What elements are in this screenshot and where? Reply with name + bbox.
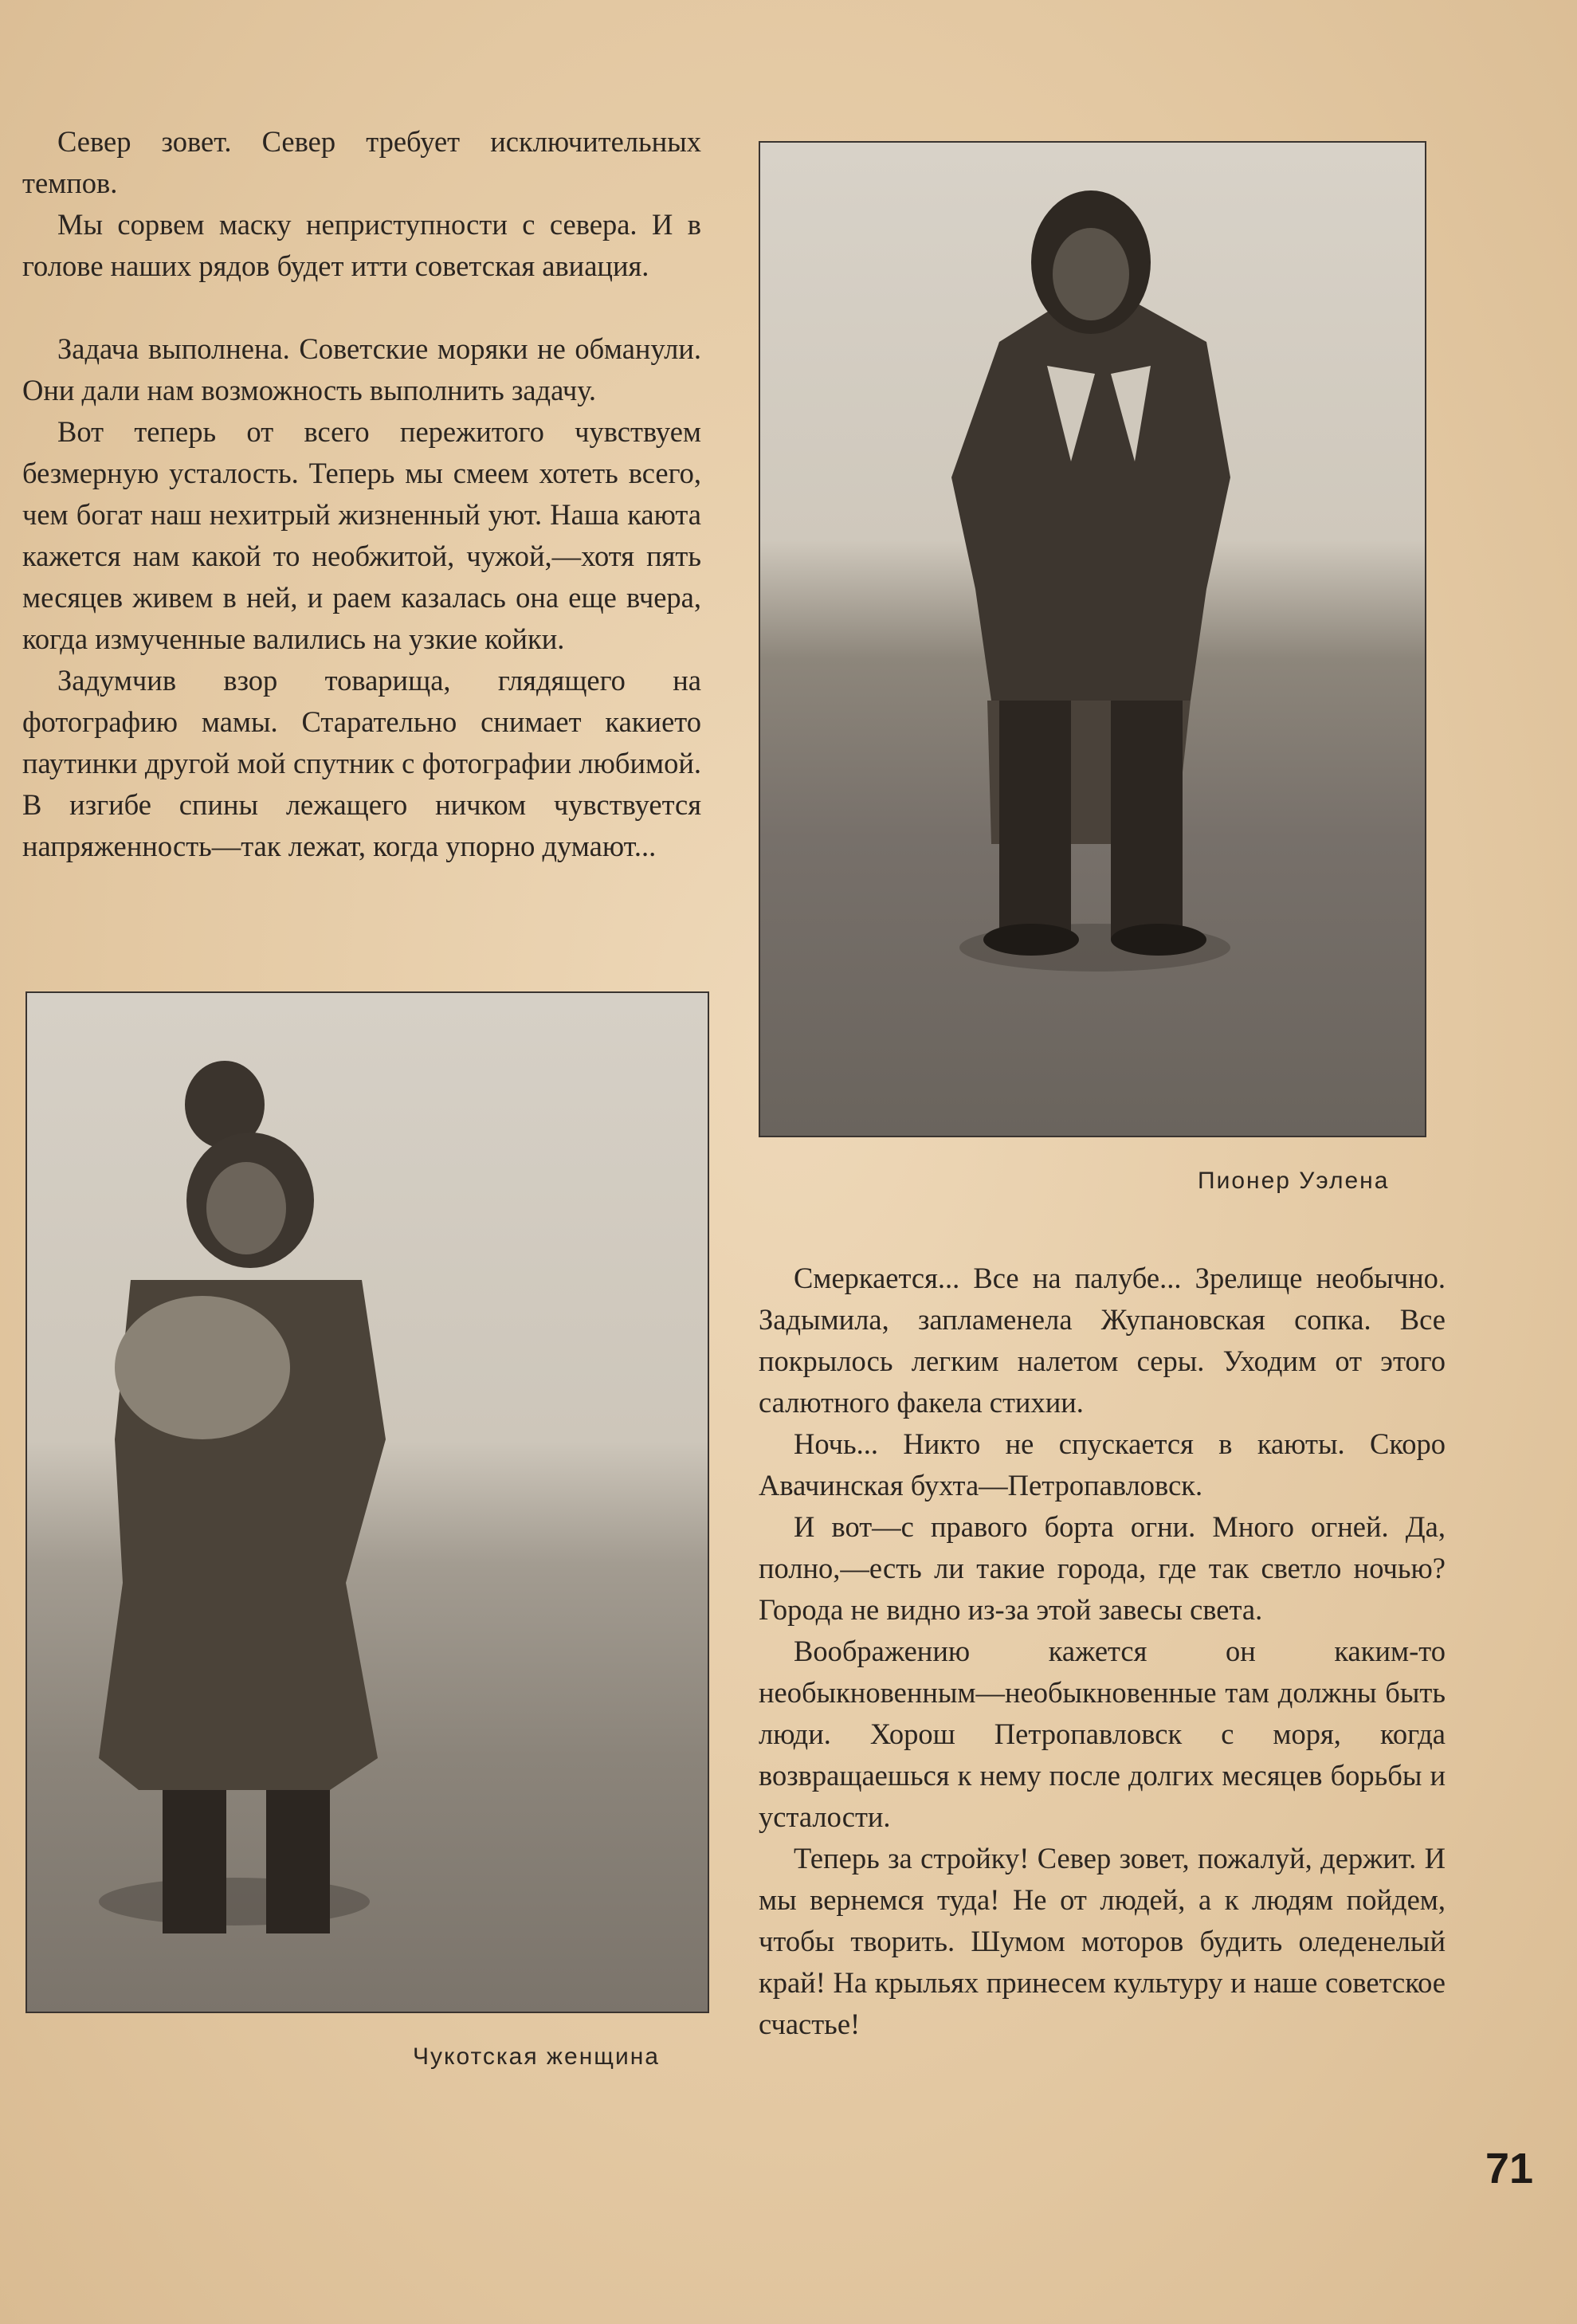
right-text-column xyxy=(759,1258,1446,2045)
pioneer-figure-illustration xyxy=(760,143,1425,1136)
page-number: 71 xyxy=(1485,2145,1534,2192)
paragraph: Ночь... Никто не спускается в каюты. Скоро Авачинская бухта—Петропавловск. xyxy=(759,1427,1446,1502)
paragraph: Смеркается... Все на палубе... Зрелище необычно. Задымила, запламенела Жупановская сопка. Все покрылось легким налетом серы. Уходим от этого салютного факела стихии. xyxy=(759,1262,1446,1419)
photo-caption-woman: Чукотская женщина xyxy=(413,2043,660,2070)
photo-chukchi-woman xyxy=(25,991,709,2013)
photo-caption-pioneer: Пионер Уэлена xyxy=(1198,1168,1390,1194)
paragraph: Вот теперь от всего пережитого чувствуем безмерную усталость. Теперь мы смеем хотеть всего, чем богат наш нехитрый жизненный уют. Наша каюта кажется нам какой то необжитой, чужой,—хотя пять месяцев живем в ней, и раем казалась она еще вчера, когда измученные валились на узкие койки. xyxy=(22,415,701,655)
paragraph: И вот—с правого борта огни. Много огней. Да, полно,—есть ли такие города, где так светло ночью? Города не видно из-за этой завесы света. xyxy=(759,1510,1446,1626)
paragraph: Воображению кажется он каким-то необыкновенным—необыкновенные там должны быть люди. Хорош Петропавловск с моря, когда возвращаешься к нему после долгих месяцев борьбы и усталости. xyxy=(759,1635,1446,1833)
woman-figure-illustration xyxy=(27,993,708,2012)
paragraph: Север зовет. Север требует исключительных темпов. xyxy=(22,125,701,199)
photo-pioneer-of-uelen xyxy=(759,141,1426,1137)
paragraph: Задача выполнена. Советские моряки не обманули. Они дали нам возможность выполнить задачу. xyxy=(22,332,701,406)
paragraph: Мы сорвем маску неприступности с севера. И в голове наших рядов будет итти советская авиация. xyxy=(22,208,701,282)
left-text-column xyxy=(22,121,701,867)
paragraph: Теперь за стройку! Север зовет, пожалуй, держит. И мы вернемся туда! Не от людей, а к людям пойдем, чтобы творить. Шумом моторов будить оледенелый край! На крыльях принесем культуру и наше советское счастье! xyxy=(759,1842,1446,2040)
paragraph: Задумчив взор товарища, глядящего на фотографию мамы. Старательно снимает какието паутинки другой мой спутник с фотографии любимой. В изгибе спины лежащего ничком чувствуется напряженность—так лежат, когда упорно думают... xyxy=(22,664,701,862)
